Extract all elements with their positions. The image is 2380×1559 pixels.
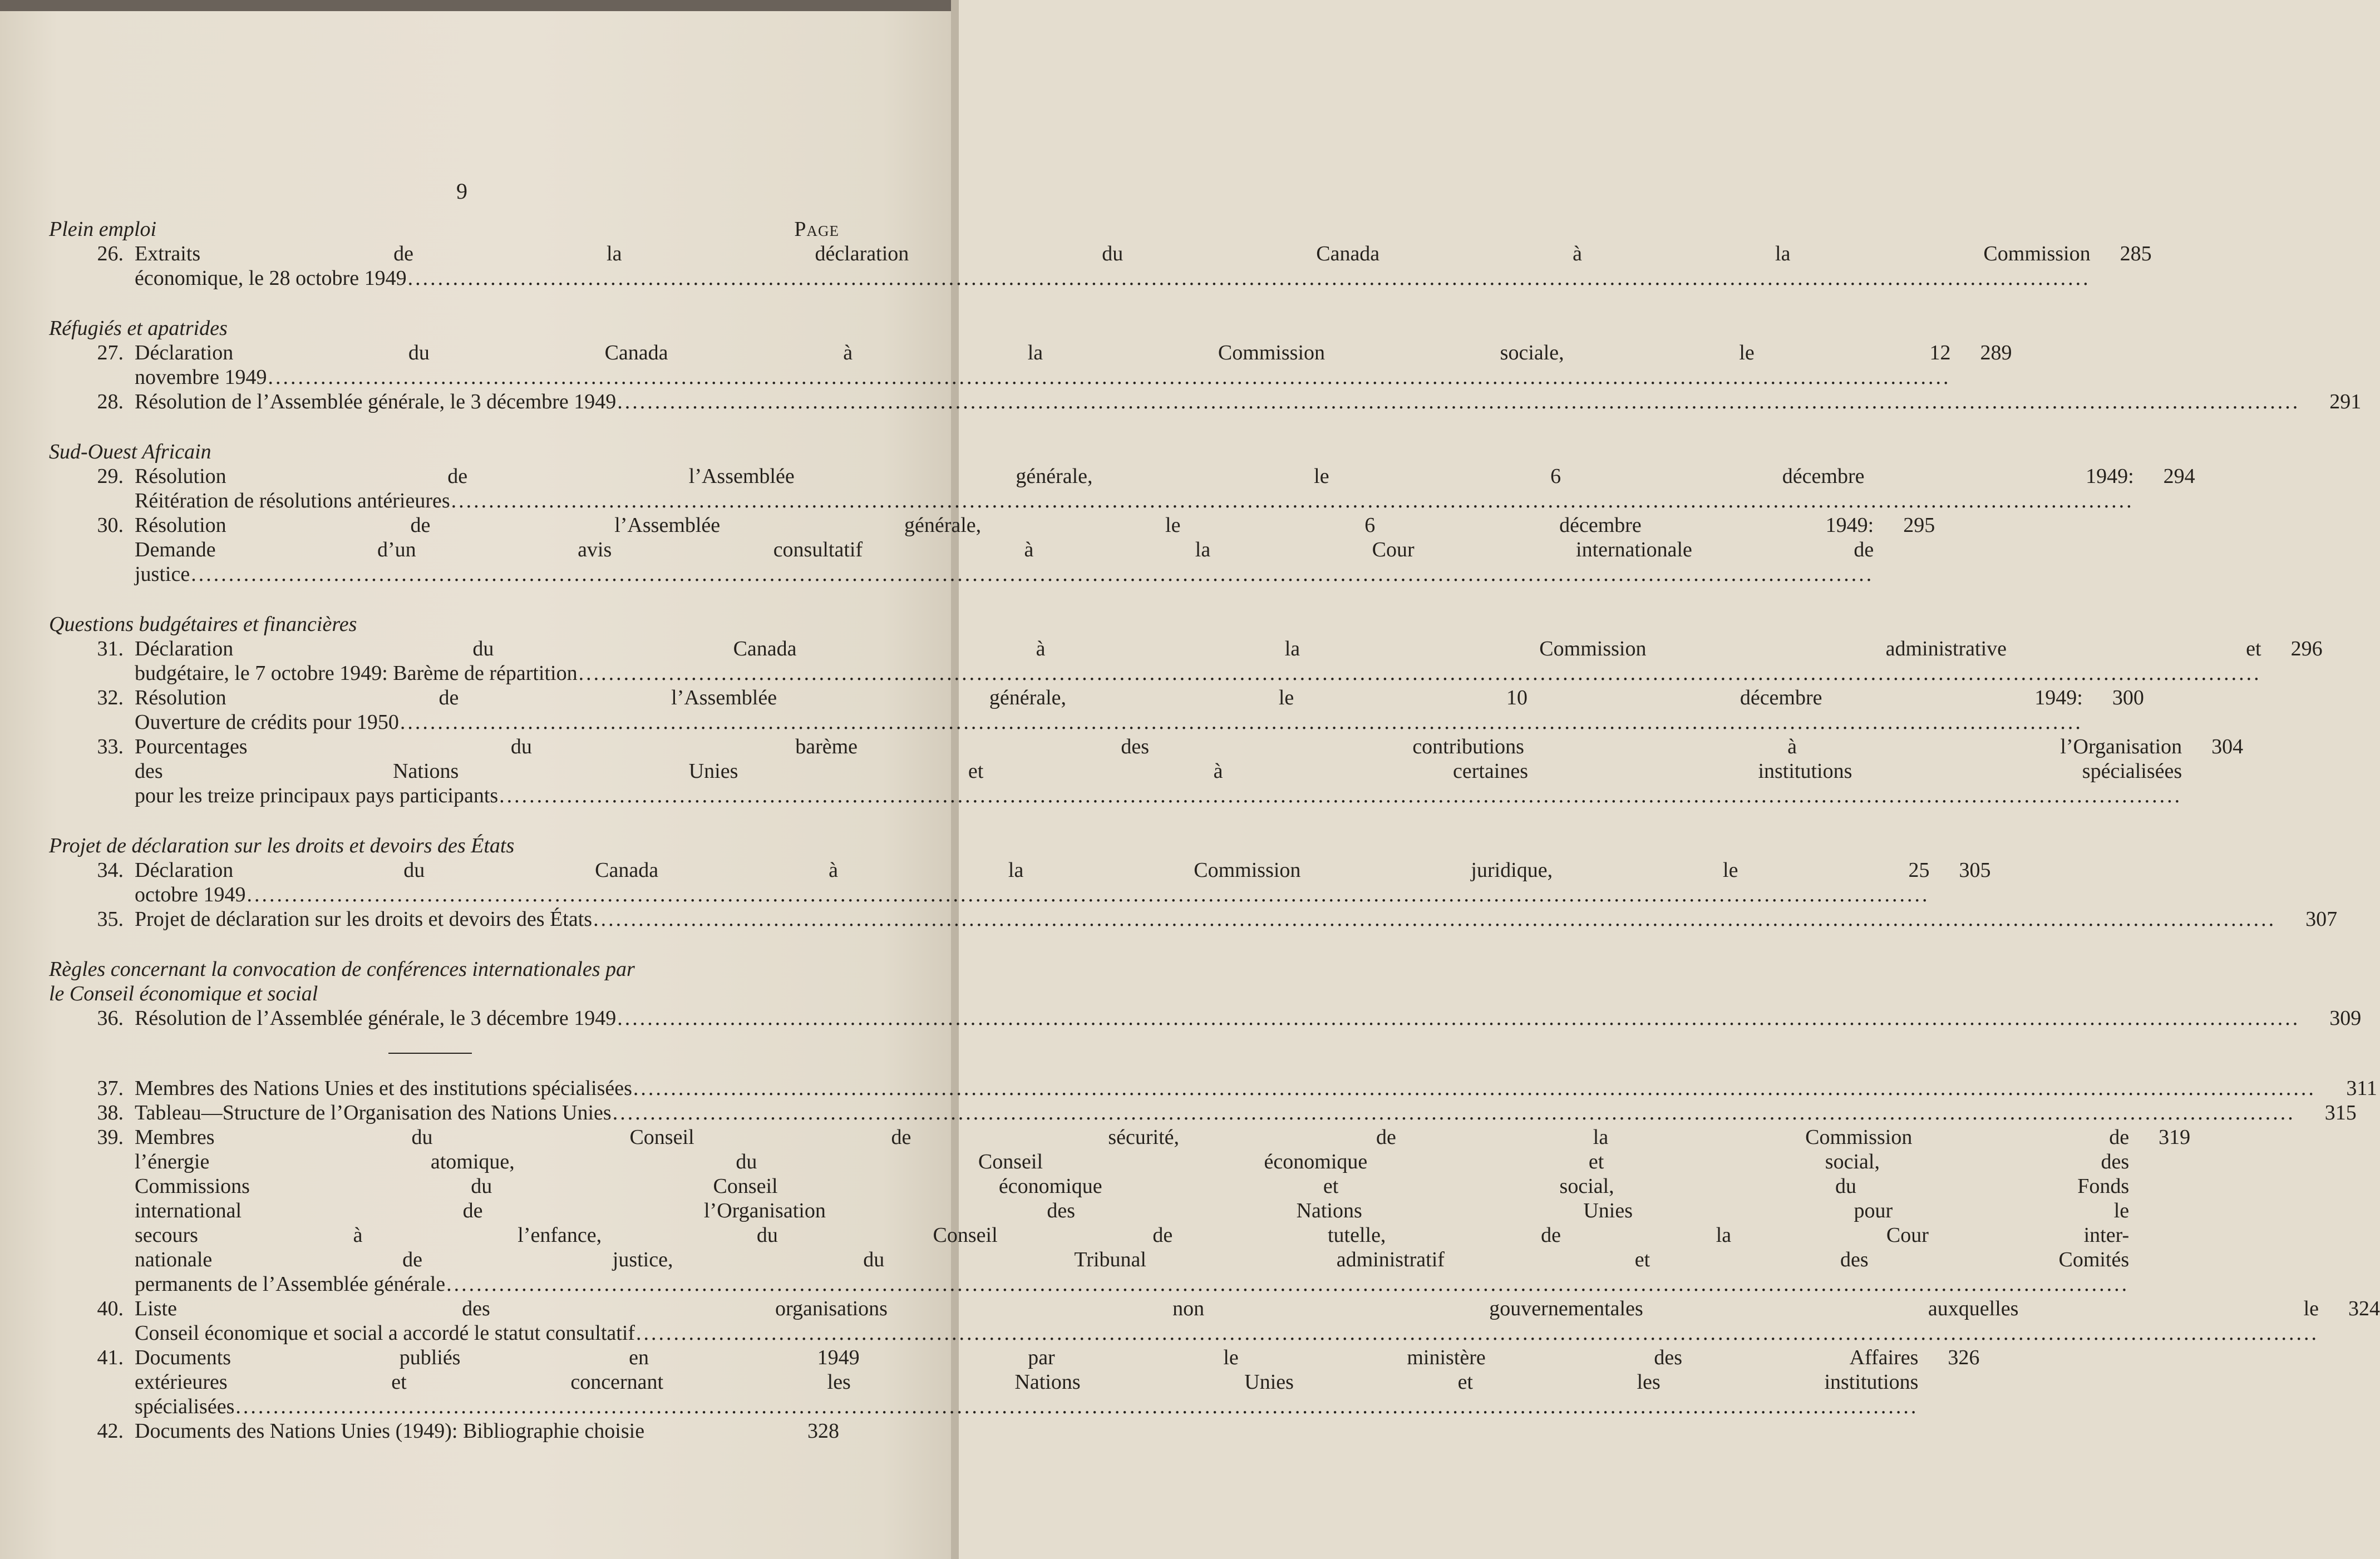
entry-text-line: Ouverture de crédits pour 1950 — [135, 711, 399, 734]
entry-last-line — [135, 1076, 2316, 1101]
entry-text-line: l’énergie atomique, du Conseil économique et social, des — [135, 1150, 2130, 1173]
entry-text-line: Déclaration du Canada à la Commission juridique, le 25 — [135, 859, 1930, 882]
separator-rule — [388, 1053, 472, 1054]
entry-last-line — [135, 1101, 2295, 1125]
entry-number: 39. — [97, 1126, 124, 1149]
entry-text-line: Pourcentages du barème des contributions à l’Organisation — [135, 735, 2182, 758]
toc-entry — [49, 1419, 839, 1443]
dot-leader — [407, 266, 2091, 290]
toc-entry — [49, 858, 1991, 907]
entry-page-number: 315 — [2324, 1101, 2357, 1124]
dot-leader — [245, 882, 1929, 907]
entry-page-number: 289 — [1980, 341, 2012, 364]
page-column-header: Page — [794, 218, 839, 241]
entry-page-number: 305 — [1959, 859, 1991, 882]
page-number: 9 — [456, 179, 467, 204]
entry-page-number: 311 — [2346, 1077, 2377, 1100]
dot-leader — [399, 710, 2083, 734]
section-title: Plein emploi — [49, 218, 157, 241]
entry-body — [135, 685, 2083, 734]
entry-text-line: Membres des Nations Unies et des institutions spécialisées — [135, 1077, 632, 1100]
dot-leader — [578, 661, 2261, 685]
toc-entry — [49, 241, 2152, 290]
section-title: Réfugiés et apatrides — [49, 317, 228, 340]
entry-last-line — [135, 907, 2276, 931]
entry-text-line: Demande d’un avis consultatif à la Cour internationale de — [135, 538, 1874, 561]
toc-entry — [49, 1296, 2380, 1345]
entry-body — [135, 1419, 778, 1443]
entry-page-number: 328 — [807, 1419, 839, 1443]
dot-leader — [267, 365, 1950, 389]
dot-leader — [234, 1394, 1918, 1419]
dot-leader — [635, 1321, 2319, 1345]
entry-text-line: Membres du Conseil de sécurité, de la Commission de — [135, 1126, 2130, 1149]
toc-entry — [49, 464, 2195, 513]
dot-leader — [616, 389, 2300, 414]
dot-leader — [632, 1076, 2316, 1101]
entry-text-line: Commissions du Conseil économique et social, du Fonds — [135, 1175, 2130, 1198]
entry-last-line — [135, 783, 2182, 808]
entry-body — [135, 464, 2134, 513]
entry-page-number: 304 — [2211, 735, 2244, 758]
toc-entry — [49, 341, 2012, 389]
section-header — [49, 612, 839, 637]
entry-text-line: Résolution de l’Assemblée générale, le 6 décembre 1949: — [135, 514, 1874, 537]
entry-text-line: secours à l’enfance, du Conseil de tutelle, de la Cour inter- — [135, 1223, 2130, 1247]
entry-last-line — [135, 266, 2091, 290]
entry-body — [135, 1006, 2300, 1030]
entry-text-line: Liste des organisations non gouvernementales auxquelles le — [135, 1297, 2319, 1320]
entry-text-line: Déclaration du Canada à la Commission administrative et — [135, 637, 2261, 660]
entry-body — [135, 1345, 1918, 1419]
entry-body — [135, 734, 2182, 808]
entry-last-line — [135, 882, 1929, 907]
entry-body — [135, 858, 1929, 907]
entry-last-line — [135, 389, 2300, 414]
toc-entry — [49, 513, 1935, 586]
table-of-contents — [49, 217, 2380, 1443]
section-title: Sud-Ouest Africain — [49, 440, 211, 463]
entry-page-number: 307 — [2305, 907, 2338, 931]
entry-text-line: permanents de l’Assemblée générale — [135, 1272, 446, 1296]
entry-text-line: Projet de déclaration sur les droits et devoirs des États — [135, 907, 593, 931]
entry-text-line: Documents des Nations Unies (1949): Bibliographie choisie — [135, 1419, 645, 1443]
entry-last-line — [135, 710, 2083, 734]
section-header — [49, 957, 839, 1006]
section-header — [49, 440, 839, 464]
entry-text-line: Extraits de la déclaration du Canada à la Commission — [135, 242, 2091, 265]
entry-body — [135, 637, 2261, 685]
entry-text-line: spécialisées — [135, 1395, 235, 1418]
entry-page-number: 285 — [2120, 242, 2152, 265]
toc-entry — [49, 1125, 2191, 1296]
entry-body — [135, 1125, 2129, 1296]
toc-entry — [49, 1076, 2377, 1101]
entry-body — [135, 1296, 2319, 1345]
entry-number: 33. — [97, 735, 124, 758]
entry-text-line: Résolution de l’Assemblée générale, le 3 décembre 1949 — [135, 390, 617, 413]
entry-text-line: Déclaration du Canada à la Commission sociale, le 12 — [135, 341, 1951, 364]
section-header — [49, 316, 839, 341]
entry-last-line — [135, 365, 1950, 389]
toc-entry — [49, 734, 2244, 808]
entry-number: 31. — [97, 637, 124, 660]
entry-text-line: international de l’Organisation des Nations Unies pour le — [135, 1199, 2130, 1222]
section-title: le Conseil économique et social — [49, 982, 318, 1005]
entry-text-line: Conseil économique et social a accordé le statut consultatif — [135, 1321, 635, 1345]
section-title: Questions budgétaires et financières — [49, 613, 357, 636]
entry-text-line: des Nations Unies et à certaines institutions spécialisées — [135, 759, 2182, 783]
entry-number: 32. — [97, 686, 124, 709]
entry-text-line: pour les treize principaux pays participants — [135, 784, 499, 807]
entry-last-line — [135, 562, 1874, 586]
scan-top-border — [0, 0, 959, 11]
entry-last-line — [135, 1006, 2300, 1030]
entry-number: 38. — [97, 1101, 124, 1124]
entry-body — [135, 1101, 2295, 1125]
entry-body — [135, 341, 1950, 389]
entry-body — [135, 513, 1874, 586]
entry-number: 34. — [97, 859, 124, 882]
toc-entry — [49, 1101, 2357, 1125]
dot-leader — [592, 907, 2276, 931]
entry-page-number: 296 — [2290, 637, 2323, 660]
dot-leader — [498, 783, 2182, 808]
entry-number: 27. — [97, 341, 124, 364]
entry-number: 35. — [97, 907, 124, 931]
entry-body — [135, 241, 2091, 290]
entry-page-number: 309 — [2329, 1007, 2362, 1030]
entry-text-line: Réitération de résolutions antérieures — [135, 489, 450, 512]
toc-entry — [49, 685, 2144, 734]
entry-page-number: 295 — [1903, 514, 1935, 537]
entry-text-line: Résolution de l’Assemblée générale, le 3 décembre 1949 — [135, 1007, 617, 1030]
entry-number: 40. — [97, 1297, 124, 1320]
entry-text-line: Résolution de l’Assemblée générale, le 6 décembre 1949: — [135, 465, 2134, 488]
toc-entry — [49, 637, 2323, 685]
toc-entry — [49, 1345, 1980, 1419]
entry-text-line: économique, le 28 octobre 1949 — [135, 267, 407, 290]
section-title: Règles concernant la convocation de conférences internationales par — [49, 958, 635, 981]
entry-page-number: 294 — [2163, 465, 2195, 488]
entry-number: 36. — [97, 1007, 124, 1030]
entry-page-number: 319 — [2159, 1126, 2191, 1149]
entry-last-line — [135, 1394, 1918, 1419]
entry-text-line: novembre 1949 — [135, 366, 267, 389]
section-header — [49, 217, 839, 241]
entry-last-line — [135, 1321, 2319, 1345]
entry-page-number: 324 — [2348, 1297, 2380, 1320]
dot-leader — [616, 1006, 2300, 1030]
entry-page-number: 326 — [1948, 1346, 1980, 1369]
section-header — [49, 833, 839, 858]
entry-text-line: budgétaire, le 7 octobre 1949: Barème de répartition — [135, 662, 578, 685]
entry-number: 42. — [97, 1419, 124, 1443]
dot-leader — [612, 1101, 2295, 1125]
entry-text-line: Tableau—Structure de l’Organisation des Nations Unies — [135, 1101, 612, 1124]
toc-entry — [49, 389, 2362, 414]
entry-page-number: 300 — [2112, 686, 2144, 709]
entry-number: 28. — [97, 390, 124, 413]
entry-number: 26. — [97, 242, 124, 265]
entry-number: 37. — [97, 1077, 124, 1100]
section-title: Projet de déclaration sur les droits et devoirs des États — [49, 834, 515, 857]
entry-text-line: Documents publiés en 1949 par le ministère des Affaires — [135, 1346, 1919, 1369]
dot-leader — [450, 489, 2134, 513]
entry-body — [135, 907, 2276, 931]
entry-text-line: octobre 1949 — [135, 883, 246, 906]
entry-text-line: nationale de justice, du Tribunal administratif et des Comités — [135, 1248, 2130, 1271]
dot-leader — [445, 1272, 2129, 1296]
entry-last-line — [135, 1272, 2129, 1296]
entry-number: 41. — [97, 1346, 124, 1369]
entry-last-line — [135, 661, 2261, 685]
toc-entry — [49, 907, 2338, 931]
entry-text-line: extérieures et concernant les Nations Unies et les institutions — [135, 1370, 1919, 1394]
entry-number: 30. — [97, 514, 124, 537]
dot-leader — [190, 562, 1874, 586]
entry-text-line: justice — [135, 563, 190, 586]
entry-number: 29. — [97, 465, 124, 488]
entry-page-number: 291 — [2329, 390, 2362, 413]
toc-entry — [49, 1006, 2362, 1030]
entry-body — [135, 389, 2300, 414]
entry-text-line: Résolution de l’Assemblée générale, le 10 décembre 1949: — [135, 686, 2083, 709]
entry-body — [135, 1076, 2316, 1101]
entry-last-line — [135, 1419, 778, 1443]
entry-last-line — [135, 489, 2134, 513]
